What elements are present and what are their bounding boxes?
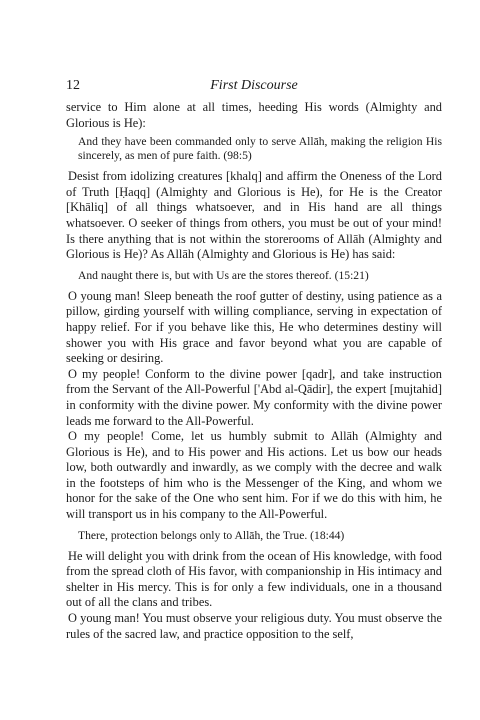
page-number: 12 [66,78,80,93]
paragraph: He will delight you with drink from the ocean of His knowledge, with food from the spread cloth of His favor, with companionship in His intimacy and shelter in His mercy. This is for only a few individuals, one in a thousand out of all the clans and tribes. [66,548,442,610]
paragraph: O my people! Come, let us humbly submit to Allāh (Almighty and Glorious is He), and to His power and His actions. Let us bow our heads low, both outwardly and inwardly, as we comply with the decree and walk in the footsteps of him who is the Messenger of the King, and whom we honor for the sake of the One who sent him. For if we do this with him, he will transport us in his company to the All-Powerful. [66,429,442,522]
running-head: First Discourse [210,78,298,93]
body-text [66,100,442,642]
block-quote: There, protection belongs only to Allāh, the True. (18:44) [78,528,345,542]
paragraph: O my people! Conform to the divine power [qadr], and take instruction from the Servant of the All-Powerful ['Abd al-Qādir], the expert [mujtahid] in conformity with the divine power. My conformity with the divine power leads me forward to the All-Powerful. [66,366,442,428]
paragraph: O young man! Sleep beneath the roof gutter of destiny, using patience as a pillow, girding yourself with willing compliance, serving in expectation of happy relief. For if you behave like this, He who determines destiny will shower you with His grace and favor beyond what you are capable of seeking or desiring. [66,288,442,366]
paragraph: O young man! You must observe your religious duty. You must observe the rules of the sacred law, and practice opposition to the self, [66,611,442,641]
block-quote: And naught there is, but with Us are the stores thereof. (15:21) [78,268,369,282]
page-header [66,70,442,100]
page [66,70,442,642]
paragraph: Desist from idolizing creatures [khalq] and affirm the Oneness of the Lord of Truth [Ḥaqq] (Almighty and Glorious is He), for He is the Creator [Khāliq] of all things whatsoever, and in His hand are all things whatsoever. O seeker of things from others, you must be out of your mind! Is there anything that is not within the storerooms of Allāh (Almighty and Glorious is He)? As Allāh (Almighty and Glorious is He) has said: [66,169,442,262]
paragraph: service to Him alone at all times, heeding His words (Almighty and Glorious is He): [66,100,442,130]
block-quote: And they have been commanded only to serve Allāh, making the religion His sincerely, as men of pure faith. (98:5) [78,135,442,163]
